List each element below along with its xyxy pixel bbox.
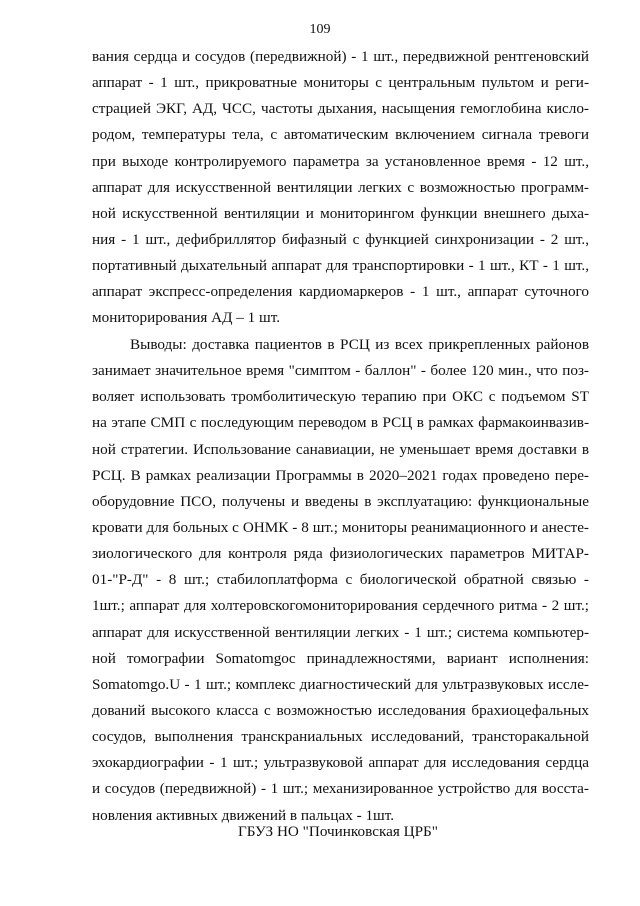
text-line: 1шт.; аппарат для холтеровскогомониторирования сердечного ритма - 2 шт.; — [92, 597, 589, 615]
text-line: 01-"Р-Д" - 8 шт.; стабилоплатформа с биологической обратной связью - — [92, 571, 589, 589]
page-number: 109 — [309, 22, 331, 37]
text-line: мониторирования АД – 1 шт. — [92, 309, 281, 327]
text-line: аппарат для искусственной вентиляции легких - 1 шт.; система компьютер- — [92, 623, 589, 641]
text-line: портативный дыхательный аппарат для транспортировки - 1 шт., КТ - 1 шт., — [92, 257, 589, 275]
paragraph-equipment-list — [92, 44, 589, 332]
text-line: дований высокого класса с возможностью исследования брахиоцефальных — [92, 701, 589, 719]
text-line: эхокардиографии - 1 шт.; ультразвуковой аппарат для исследования сердца — [92, 754, 589, 772]
text-line: аппарат - 1 шт., прикроватные мониторы с центральным пультом и реги- — [92, 74, 589, 92]
text-line: Выводы: доставка пациентов в РСЦ из всех прикрепленных районов — [130, 336, 589, 353]
text-line: сосудов, выполнения транскраниальных исследований, трансторакальной — [92, 728, 589, 746]
text-line: ной стратегии. Использование санавиации, не уменьшает время доставки в — [92, 440, 589, 458]
text-line: оборудовние ПСО, получены и введены в эксплуатацию: функциональные — [92, 492, 589, 510]
text-line: и сосудов (передвижной) - 1 шт.; механизированное устройство для восста- — [92, 780, 589, 798]
text-line: занимает значительное время "симптом - баллон" - более 120 мин., что поз- — [92, 362, 589, 380]
text-line: аппарат для искусственной вентиляции легких с возможностью программ- — [92, 178, 589, 196]
paragraph-conclusions — [92, 332, 589, 829]
text-line: при выходе контролируемого параметра за установленное время - 12 шт., — [92, 152, 589, 170]
text-line: ния - 1 шт., дефибриллятор бифазный с функцией синхронизации - 2 шт., — [92, 230, 589, 248]
section-heading: ГБУЗ НО "Починковская ЦРБ" — [238, 823, 438, 840]
text-line: зиологического для контроля ряда физиологических параметров МИТАР- — [92, 545, 589, 563]
text-line: родом, температуры тела, с автоматическим включением сигнала тревоги — [92, 126, 589, 144]
text-line: страцией ЭКГ, АД, ЧСС, частоты дыхания, насыщения гемоглобина кисло- — [92, 100, 589, 118]
text-line: на этапе СМП с последующим переводом в РСЦ в рамках фармакоинвазив- — [92, 414, 589, 432]
text-line: новления активных движений в пальцах - 1шт. — [92, 806, 395, 824]
text-line: аппарат экспресс-определения кардиомаркеров - 1 шт., аппарат суточного — [92, 283, 589, 301]
text-line: ной томографии Somatomgoc принадлежностями, вариант исполнения: — [92, 649, 589, 667]
text-line: воляет использовать тромболитическую терапию при ОКС с подъемом ST — [92, 388, 589, 406]
text-line: вания сердца и сосудов (передвижной) - 1 шт., передвижной рентгеновский — [92, 48, 589, 65]
text-line: Somatomgo.U - 1 шт.; комплекс диагностический для ультразвуковых иссле- — [92, 675, 589, 693]
text-line: кровати для больных с ОНМК - 8 шт.; мониторы реанимационного и анесте- — [92, 518, 589, 536]
text-line: ной искусственной вентиляции и мониторингом функции внешнего дыха- — [92, 204, 589, 222]
text-line: РСЦ. В рамках реализации Программы в 2020–2021 годах проведено пере- — [92, 466, 589, 484]
